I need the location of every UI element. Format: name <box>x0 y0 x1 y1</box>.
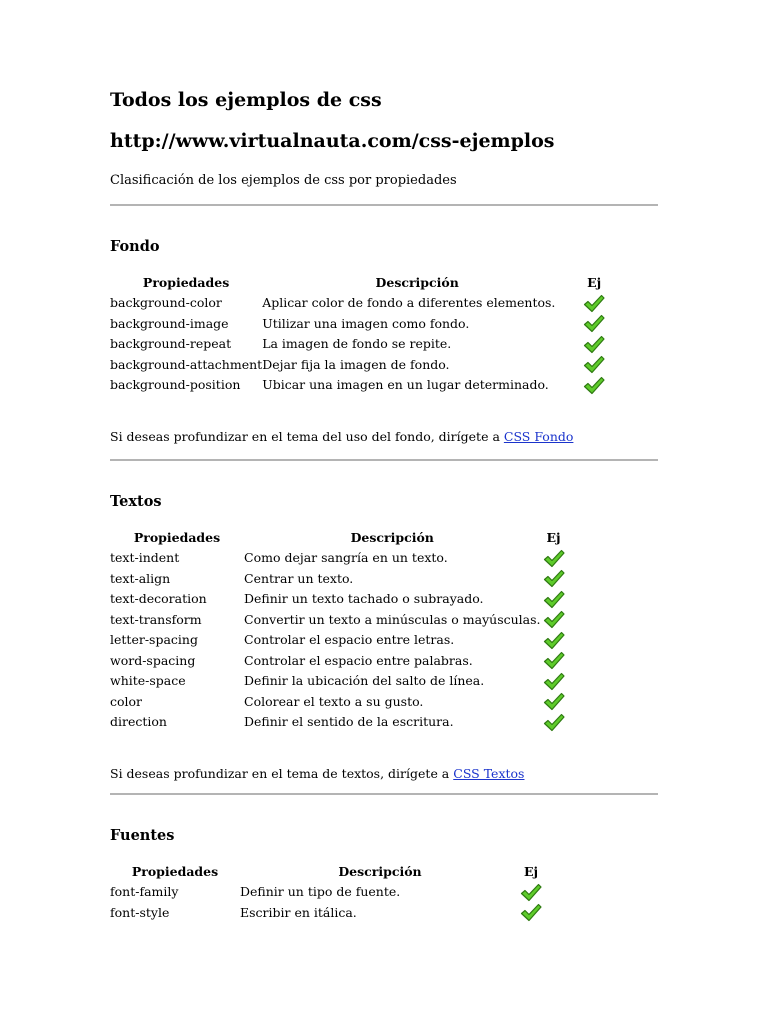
green-checkmark-icon <box>543 610 565 630</box>
example-cell[interactable] <box>541 610 567 631</box>
properties-table-fondo <box>110 273 616 396</box>
property-description: Definir el sentido de la escritura. <box>244 714 454 730</box>
green-checkmark-icon <box>543 692 565 712</box>
example-cell[interactable] <box>541 569 567 590</box>
property-description: Dejar fija la imagen de fondo. <box>262 356 450 372</box>
green-checkmark-icon <box>583 314 605 334</box>
green-checkmark-icon <box>543 631 565 651</box>
table-body <box>110 293 616 396</box>
green-checkmark-icon <box>583 355 605 375</box>
section-fondo <box>110 237 658 446</box>
link-css-fondo[interactable]: CSS Fondo <box>503 428 574 444</box>
table-header-row <box>110 528 567 548</box>
page-subtitle: Clasificación de los ejemplos de css por propiedades <box>110 173 457 188</box>
table-row <box>110 375 616 396</box>
property-description: Convertir un texto a minúsculas o mayúsculas. <box>244 611 541 627</box>
col-header-descripcion: Descripción <box>338 864 422 879</box>
table-row <box>110 334 616 355</box>
example-cell[interactable] <box>541 712 567 733</box>
property-description: Utilizar una imagen como fondo. <box>262 315 470 331</box>
example-cell[interactable] <box>541 548 567 569</box>
table-row <box>110 692 567 713</box>
example-cell[interactable] <box>572 334 616 355</box>
property-name: font-style <box>110 904 170 920</box>
table-body <box>110 548 567 733</box>
green-checkmark-icon <box>583 294 605 314</box>
property-name: font-family <box>110 884 179 900</box>
property-description: La imagen de fondo se repite. <box>262 336 452 352</box>
table-row <box>110 610 567 631</box>
col-header-ej: Ej <box>587 275 602 290</box>
property-name: text-transform <box>110 611 202 627</box>
table-row <box>110 293 616 314</box>
col-header-ej: Ej <box>546 530 561 545</box>
table-row <box>110 903 542 924</box>
property-description: Controlar el espacio entre palabras. <box>244 652 473 668</box>
property-description: Como dejar sangría en un texto. <box>244 550 448 566</box>
col-header-ej: Ej <box>523 864 539 879</box>
section-textos <box>110 492 658 783</box>
properties-table-textos <box>110 528 567 733</box>
section-title-textos: Textos <box>110 493 162 510</box>
link-css-textos[interactable]: CSS Textos <box>453 765 525 781</box>
green-checkmark-icon <box>520 903 542 923</box>
green-checkmark-icon <box>583 376 605 396</box>
property-name: background-repeat <box>110 336 232 352</box>
col-header-propiedades: Propiedades <box>131 864 219 879</box>
section-title-fondo: Fondo <box>110 238 160 255</box>
table-row <box>110 589 567 610</box>
separator <box>110 793 658 795</box>
section-title-fuentes: Fuentes <box>110 827 175 844</box>
example-cell[interactable] <box>541 589 567 610</box>
note-fondo <box>110 428 658 446</box>
table-row <box>110 712 567 733</box>
green-checkmark-icon <box>543 549 565 569</box>
green-checkmark-icon <box>543 590 565 610</box>
green-checkmark-icon <box>583 335 605 355</box>
section-fuentes <box>110 826 658 923</box>
separator <box>110 459 658 461</box>
property-description: Ubicar una imagen en un lugar determinado. <box>262 377 549 393</box>
content-area <box>110 0 658 1024</box>
green-checkmark-icon <box>543 651 565 671</box>
table-row <box>110 355 616 376</box>
green-checkmark-icon <box>543 672 565 692</box>
property-name: white-space <box>110 673 186 689</box>
property-name: background-attachment <box>110 356 263 372</box>
table-row <box>110 651 567 672</box>
example-cell[interactable] <box>541 671 567 692</box>
table-header-row <box>110 862 542 882</box>
table-row <box>110 548 567 569</box>
note-text: Si deseas profundizar en el tema de textos, dirígete a <box>110 765 454 781</box>
property-description: Definir un texto tachado o subrayado. <box>244 591 484 607</box>
property-name: letter-spacing <box>110 632 198 648</box>
table-row <box>110 569 567 590</box>
note-text: Si deseas profundizar en el tema del uso del fondo, dirígete a <box>110 428 504 444</box>
property-name: word-spacing <box>110 652 196 668</box>
property-name: background-position <box>110 377 241 393</box>
property-name: background-color <box>110 295 222 311</box>
page-title: Todos los ejemplos de css <box>110 89 382 111</box>
separator <box>110 204 658 206</box>
col-header-descripcion: Descripción <box>375 275 459 290</box>
property-name: direction <box>110 714 167 730</box>
example-cell[interactable] <box>541 651 567 672</box>
property-name: text-indent <box>110 550 180 566</box>
example-cell[interactable] <box>541 630 567 651</box>
green-checkmark-icon <box>543 569 565 589</box>
property-description: Definir la ubicación del salto de línea. <box>244 673 485 689</box>
property-name: text-decoration <box>110 591 207 607</box>
property-name: color <box>110 693 143 709</box>
col-header-descripcion: Descripción <box>350 530 434 545</box>
table-header-row <box>110 273 616 293</box>
table-row <box>110 314 616 335</box>
table-row <box>110 671 567 692</box>
properties-table-fuentes <box>110 862 542 923</box>
table-body <box>110 882 542 923</box>
example-cell[interactable] <box>572 293 616 314</box>
table-row <box>110 630 567 651</box>
green-checkmark-icon <box>543 713 565 733</box>
example-cell[interactable] <box>572 314 616 335</box>
site-url: http://www.virtualnauta.com/css-ejemplos <box>110 130 555 152</box>
example-cell[interactable] <box>572 375 616 396</box>
example-cell[interactable] <box>572 355 616 376</box>
property-description: Escribir en itálica. <box>240 904 357 920</box>
green-checkmark-icon <box>520 883 542 903</box>
property-description: Controlar el espacio entre letras. <box>244 632 455 648</box>
property-name: background-image <box>110 315 229 331</box>
col-header-propiedades: Propiedades <box>133 530 221 545</box>
table-row <box>110 882 542 903</box>
property-description: Definir un tipo de fuente. <box>240 884 401 900</box>
example-cell[interactable] <box>520 882 542 903</box>
note-textos <box>110 765 658 783</box>
property-description: Aplicar color de fondo a diferentes elementos. <box>262 295 556 311</box>
example-cell[interactable] <box>520 903 542 924</box>
property-description: Colorear el texto a su gusto. <box>244 693 424 709</box>
property-description: Centrar un texto. <box>244 570 354 586</box>
col-header-propiedades: Propiedades <box>142 275 230 290</box>
example-cell[interactable] <box>541 692 567 713</box>
property-name: text-align <box>110 570 171 586</box>
